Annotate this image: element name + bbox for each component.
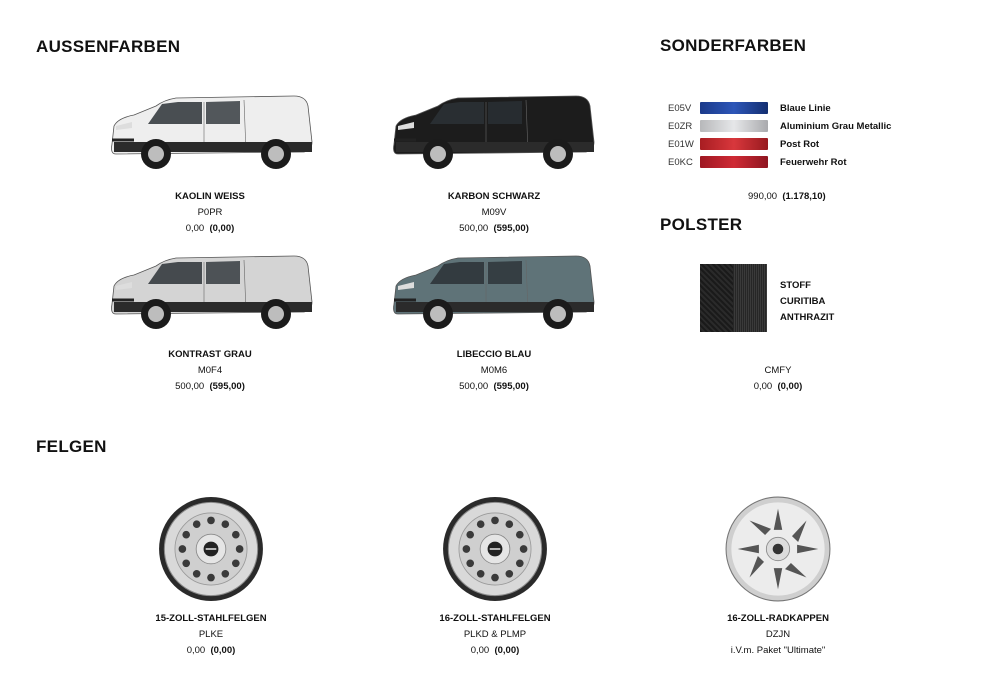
upholstery-line: STOFF: [780, 280, 811, 291]
color-code: M0M6: [480, 365, 508, 376]
upholstery-card[interactable]: [728, 363, 828, 395]
special-color-label: Feuerwehr Rot: [780, 156, 847, 168]
upholstery-price: 0,00 (0,00): [753, 381, 803, 392]
van-image-karbon-schwarz: [386, 82, 600, 183]
upholstery-line: ANTHRAZIT: [780, 312, 835, 323]
wheel-name: 15-ZOLL-STAHLFELGEN: [155, 613, 267, 624]
special-color-code: E05V: [668, 102, 692, 114]
color-name: KAOLIN WEISS: [175, 191, 245, 202]
wheel-extra: i.V.m. Paket "Ultimate": [730, 645, 826, 656]
upholstery-code: CMFY: [764, 365, 792, 376]
wheel-image-15-steel: [158, 496, 264, 607]
van-image-libeccio-blau: [386, 242, 600, 343]
special-color-code: E0KC: [668, 156, 693, 168]
color-name: LIBECCIO BLAU: [456, 349, 532, 360]
color-card-kaolin-weiss[interactable]: [120, 189, 300, 237]
color-card-karbon-schwarz[interactable]: [404, 189, 584, 237]
heading-exterior-colors: AUSSENFARBEN: [36, 37, 181, 56]
wheel-code: PLKD & PLMP: [463, 629, 527, 640]
special-color-label: Post Rot: [780, 138, 820, 150]
wheel-card-15-steel[interactable]: [120, 611, 302, 659]
wheel-name: 16-ZOLL-RADKAPPEN: [727, 613, 829, 624]
upholstery-description: [780, 278, 834, 326]
color-name: KONTRAST GRAU: [168, 349, 252, 360]
wheel-price: 0,00 (0,00): [470, 645, 520, 656]
color-card-libeccio-blau[interactable]: [404, 347, 584, 395]
color-swatch: [700, 120, 768, 132]
wheel-image-16-hubcap: [724, 496, 832, 607]
special-color-code: E01W: [668, 138, 694, 150]
color-code: M09V: [481, 207, 507, 218]
wheel-name: 16-ZOLL-STAHLFELGEN: [439, 613, 551, 624]
special-color-row-feuerwehr-rot[interactable]: [668, 155, 847, 169]
wheel-card-16-steel[interactable]: [404, 611, 586, 659]
color-swatch: [700, 102, 768, 114]
special-color-code: E0ZR: [668, 120, 693, 132]
special-color-label: Blaue Linie: [780, 102, 831, 114]
heading-upholstery: POLSTER: [660, 215, 743, 234]
special-color-label: Aluminium Grau Metallic: [780, 120, 892, 132]
heading-special-colors: SONDERFARBEN: [660, 36, 807, 55]
color-price: 500,00 (595,00): [175, 381, 245, 392]
color-price: 500,00 (595,00): [459, 223, 529, 234]
color-name: KARBON SCHWARZ: [447, 191, 541, 202]
special-colors-price: 990,00 (1.178,10): [748, 191, 826, 202]
special-color-row-post-rot[interactable]: [668, 137, 819, 151]
color-code: P0PR: [197, 207, 223, 218]
color-swatch: [700, 156, 768, 168]
wheel-code: DZJN: [765, 629, 791, 640]
wheel-code: PLKE: [198, 629, 224, 640]
upholstery-line: CURITIBA: [780, 296, 826, 307]
color-swatch: [700, 138, 768, 150]
color-price: 500,00 (595,00): [459, 381, 529, 392]
color-code: M0F4: [197, 365, 223, 376]
wheel-card-16-hubcap[interactable]: [688, 611, 868, 659]
heading-wheels: FELGEN: [36, 437, 107, 456]
color-price: 0,00 (0,00): [185, 223, 235, 234]
color-card-kontrast-grau[interactable]: [120, 347, 300, 395]
van-image-kaolin-weiss: [104, 82, 318, 183]
van-image-kontrast-grau: [104, 242, 318, 343]
upholstery-swatch: [700, 264, 767, 332]
wheel-image-16-steel: [442, 496, 548, 607]
special-color-row-aluminium-grau[interactable]: [668, 119, 891, 133]
wheel-price: 0,00 (0,00): [186, 645, 236, 656]
special-color-row-blaue-linie[interactable]: [668, 101, 831, 115]
